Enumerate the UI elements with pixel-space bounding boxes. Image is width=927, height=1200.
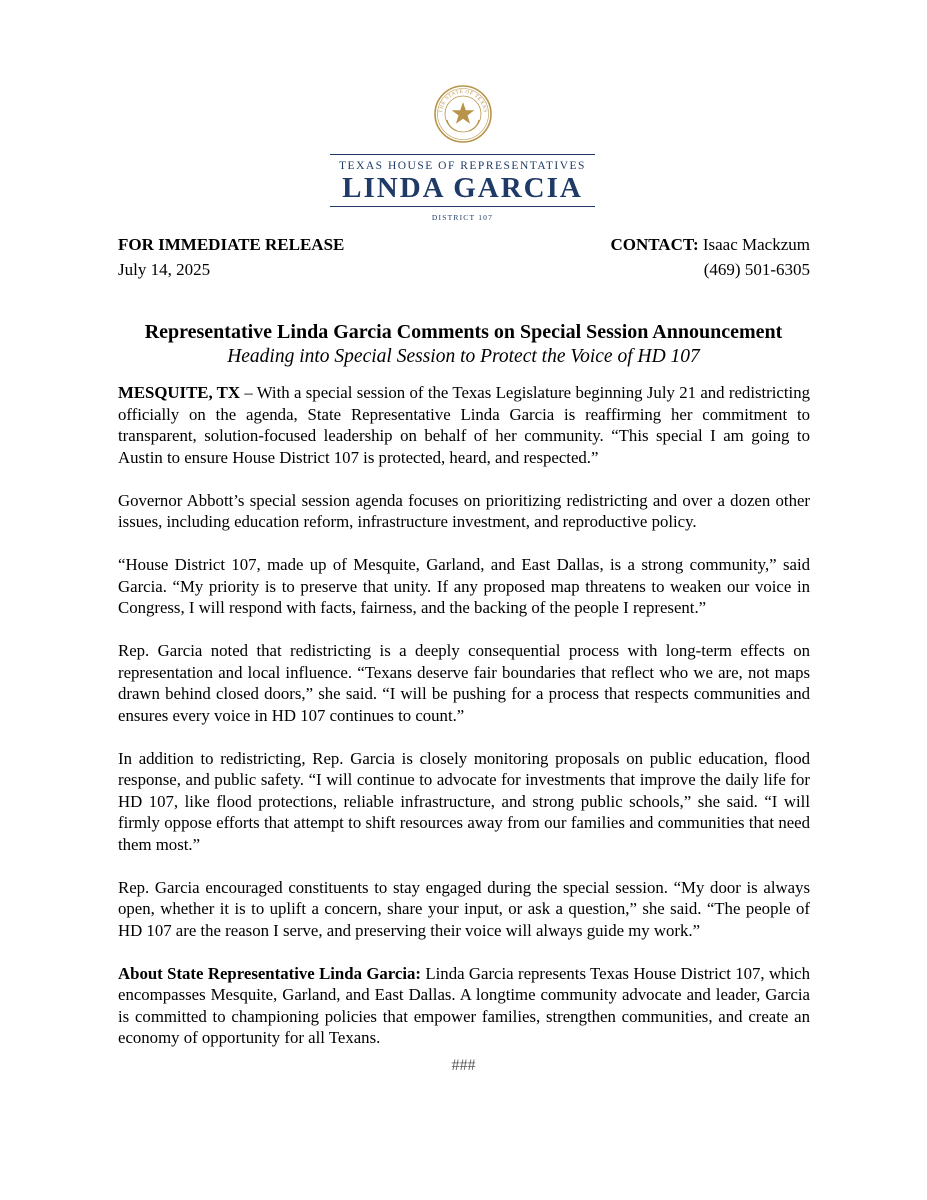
paragraph-1 xyxy=(118,382,810,468)
release-info xyxy=(118,232,344,282)
about-label: About State Representative Linda Garcia: xyxy=(118,963,422,983)
letterhead-rule-top xyxy=(330,154,595,155)
subheadline: Heading into Special Session to Protect the Voice of HD 107 xyxy=(227,346,700,367)
texas-seal-icon xyxy=(433,84,493,144)
about-paragraph xyxy=(118,963,810,1049)
body-text xyxy=(118,382,810,1070)
contact-info xyxy=(610,232,810,282)
seal-text: THE STATE OF TEXAS xyxy=(437,88,488,114)
letterhead-org: TEXAS HOUSE OF REPRESENTATIVES xyxy=(339,160,586,172)
paragraph-1-text: – With a special session of the Texas Legislature beginning July 21 and redistricting officially on the agenda, State Representative Linda Garcia is reaffirming her commitment to transparent, solution-focused leadership on behalf of her community. “This special I am going to Austin to ensure House District 107 is protected, heard, and respected.” xyxy=(118,383,810,467)
contact-label: CONTACT: xyxy=(610,235,699,254)
dateline: MESQUITE, TX xyxy=(118,383,240,402)
about-text: Linda Garcia represents Texas House District 107, which encompasses Mesquite, Garland, and East Dallas. A longtime community advocate and leader, Garcia is committed to championing policies that empower families, strengthen communities, and create an economy of opportunity for all Texans. xyxy=(118,963,810,1047)
letterhead-name: LINDA GARCIA xyxy=(342,172,583,204)
release-date: July 14, 2025 xyxy=(118,260,211,279)
contact-phone: (469) 501-6305 xyxy=(703,260,810,279)
contact-name: Isaac Mackzum xyxy=(702,235,810,254)
end-mark: ### xyxy=(451,1057,476,1074)
paragraph-5: In addition to redistricting, Rep. Garcia is closely monitoring proposals on public education, flood response, and public safety. “I will continue to advocate for investments that improve the daily life for HD 107, like flood protections, reliable infrastructure, and strong public schools,” she said. “I will firmly oppose efforts that attempt to shift resources away from our families and communities that need them most.” xyxy=(118,748,810,854)
release-label: FOR IMMEDIATE RELEASE xyxy=(118,235,345,254)
letterhead xyxy=(330,84,595,222)
paragraph-4: Rep. Garcia noted that redistricting is a deeply consequential process with long-term effects on representation and local influence. “Texans deserve fair boundaries that reflect who we are, not maps drawn behind closed doors,” she said. “I will be pushing for a process that respects communities and ensures every voice in HD 107 continues to count.” xyxy=(118,641,810,725)
paragraph-3: “House District 107, made up of Mesquite, Garland, and East Dallas, is a strong community,” said Garcia. “My priority is to preserve that unity. If any proposed map threatens to weaken our voice in Congress, I will respond with facts, fairness, and the backing of the people I represent.” xyxy=(118,555,810,617)
headline: Representative Linda Garcia Comments on Special Session Announcement xyxy=(144,321,783,343)
letterhead-district: DISTRICT 107 xyxy=(431,213,494,222)
paragraph-6: Rep. Garcia encouraged constituents to stay engaged during the special session. “My door is always open, whether it is to uplift a concern, share your input, or ask a question,” she said. “The people of HD 107 are the reason I serve, and preserving their voice will always guide my work.” xyxy=(118,877,810,940)
letterhead-rule-bottom xyxy=(330,206,595,207)
title-block xyxy=(110,319,817,369)
paragraph-2: Governor Abbott’s special session agenda focuses on prioritizing redistricting and over a dozen other issues, including education reform, infrastructure investment, and reproductive policy. xyxy=(118,490,810,531)
